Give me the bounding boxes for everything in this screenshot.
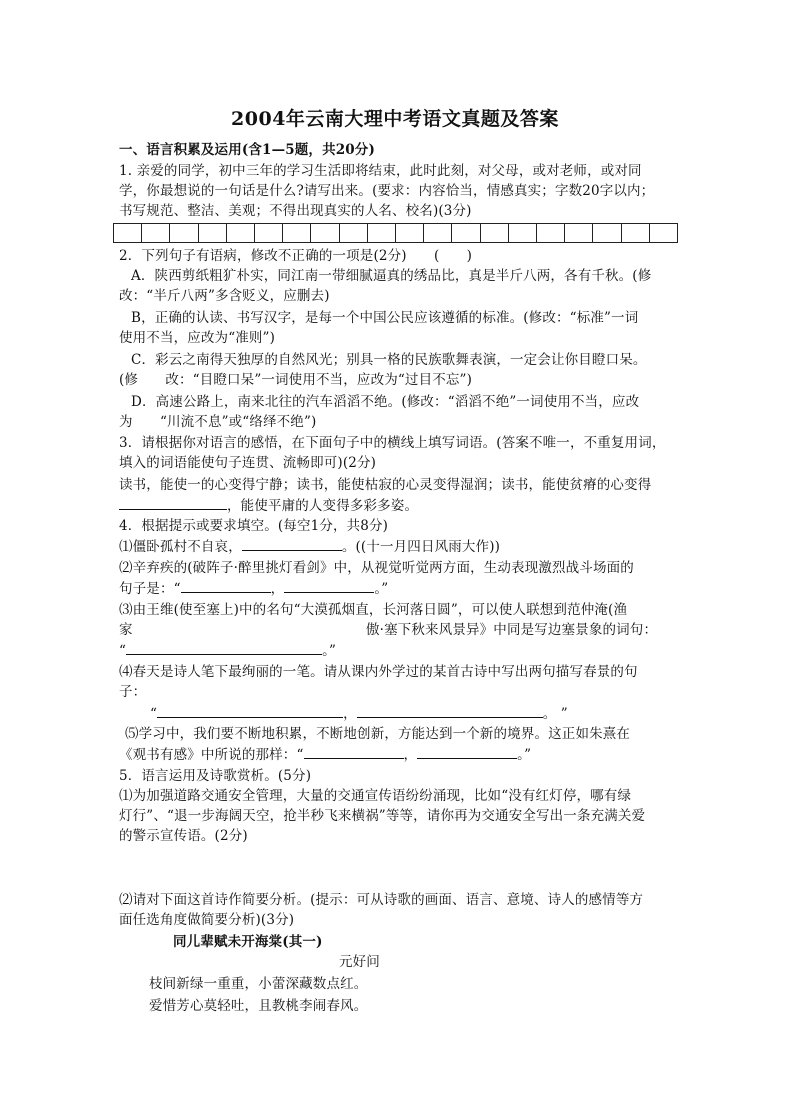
answer-blank[interactable] [119, 495, 227, 510]
poem-title: 同儿辈赋未开海棠(其一) [173, 934, 323, 950]
q2-option-c-cont: (修 改：“目瞪口呆”一词使用不当，应改为“过目不忘”) [119, 372, 472, 388]
q2-option-d-cont: 为 “川流不息”或“络绎不绝”) [119, 414, 317, 430]
q4-item-4: ⑷春天是诗人笔下最绚丽的一笔。请从课内外学过的某首古诗中写出两句描写春景的句 [119, 664, 638, 680]
q4-stem: 4．根据提示或要求填空。(每空1分，共8分) [119, 518, 389, 534]
q1-line-1: 1. 亲爱的同学，初中三年的学习生活即将结束，此时此刻，对父母，或对老师，或对同 [119, 163, 642, 179]
q4-item-4-cont: 子： [119, 684, 147, 700]
q2-stem: 2．下列句子有语病，修改不正确的一项是(2分) ( ) [119, 248, 473, 264]
q4-item-5: ⑸学习中，我们要不断地积累，不断地创新，方能达到一个新的境界。这正如朱熹在 [125, 726, 631, 742]
q5-stem: 5．语言运用及诗歌赏析。(5分) [119, 768, 312, 784]
q2-option-d: D．高速公路上，南来北往的汽车滔滔不绝。(修改：“滔滔不绝”一词使用不当，应改 [131, 394, 640, 410]
poem-line-2: 爱惜芳心莫轻吐，且教桃李闹春风。 [149, 998, 368, 1014]
q4-item-1: ⑴僵卧孤村不自哀， 。((十一月四日风雨大作)) [119, 536, 500, 557]
q1-line-2: 学，你最想说的一句话是什么?请写出来。(要求：内容恰当，情感真实；字数20字以内； [119, 183, 655, 199]
q4-item-2: ⑵辛弃疾的(破阵子·醉里挑灯看剑》中，从视觉听觉两方面，生动表现激烈战斗场面的 [119, 560, 634, 576]
q3-line-4: ，能使平庸的人变得多彩多姿。 [119, 495, 418, 516]
q3-line-2: 填入的词语能使句子连贯、流畅即可)(2分) [119, 455, 377, 471]
q4-item-2-cont: 句子是：“ ， 。” [119, 578, 388, 599]
answer-blank[interactable] [304, 744, 404, 759]
answer-blank[interactable] [357, 703, 543, 718]
q2-option-b-cont: 使用不当，应改为“准则”) [119, 330, 276, 346]
q3-line-1: 3．请根据你对语言的感悟，在下面句子中的横线上填写词语。(答案不唯一，不重复用词， [119, 435, 666, 451]
q1-line-3: 书写规范、整洁、美观；不得出现真实的人名、校名)(3分) [119, 203, 472, 219]
q5-part2-line-2: 面任选角度做简要分析)(3分) [119, 912, 295, 928]
answer-blank[interactable] [284, 578, 374, 593]
answer-grid[interactable] [113, 223, 678, 243]
answer-blank[interactable] [126, 640, 322, 655]
q3-line-3: 读书，能使一的心变得宁静；读书，能使枯寂的心灵变得湿润；读书，能使贫瘠的心变得 [119, 477, 652, 493]
q2-option-a-cont: 改：“半斤八两”多含贬义，应删去) [119, 288, 330, 304]
answer-blank[interactable] [157, 703, 343, 718]
q4-item-3-answer: “ 。” [119, 640, 336, 661]
q2-option-b: B，正确的认读、书写汉字，是每一个中国公民应该遵循的标准。(修改：“标准”一词 [131, 310, 639, 326]
q5-part1-line-1: ⑴为加强道路交通安全管理，大量的交通宣传语纷纷涌现，比如“没有红灯停，哪有绿 [119, 788, 632, 804]
q4-item-4-answer: “ ， 。 ” [150, 703, 568, 724]
q4-item-5-cont: 《观书有感》中所说的那样：“ ， 。” [119, 744, 531, 765]
q5-part1-line-3: 的警示宣传语。(2分) [119, 828, 248, 844]
q4-item-3-cont: 家 [119, 622, 133, 638]
q2-option-c: C．彩云之南得天独厚的自然风光；别具一格的民族歌舞表演，一定会让你目瞪口呆。 [131, 352, 647, 368]
q5-part1-line-2: 灯行”、“退一步海阔天空，抢半秒飞来横祸”等等，请你再为交通安全写出一条充满关爱 [119, 808, 646, 824]
poem-author: 元好问 [339, 954, 380, 970]
section-heading: 一、语言积累及运用(含1—5题，共20分) [119, 142, 375, 158]
answer-blank[interactable] [181, 578, 271, 593]
poem-line-1: 枝间新绿一重重，小蕾深藏数点红。 [149, 976, 368, 992]
answer-blank[interactable] [417, 744, 517, 759]
q5-part2-line-1: ⑵请对下面这首诗作简要分析。(提示：可从诗歌的画面、语言、意境、诗人的感情等方 [119, 892, 644, 908]
q2-option-a: A．陕西剪纸粗犷朴实，同江南一带细腻逼真的绣品比，真是半斤八两，各有千秋。(修 [131, 268, 652, 284]
answer-blank[interactable] [242, 536, 342, 551]
document-title: 2004年云南大理中考语文真题及答案 [231, 108, 559, 130]
q4-item-3-cont-b: 傲·塞下秋来风景异》中同是写边塞景象的词句： [366, 622, 658, 638]
q4-item-3: ⑶由王维(使至塞上)中的名句“大漠孤烟直，长河落日圆”，可以使人联想到范仲淹(渔 [119, 602, 628, 618]
